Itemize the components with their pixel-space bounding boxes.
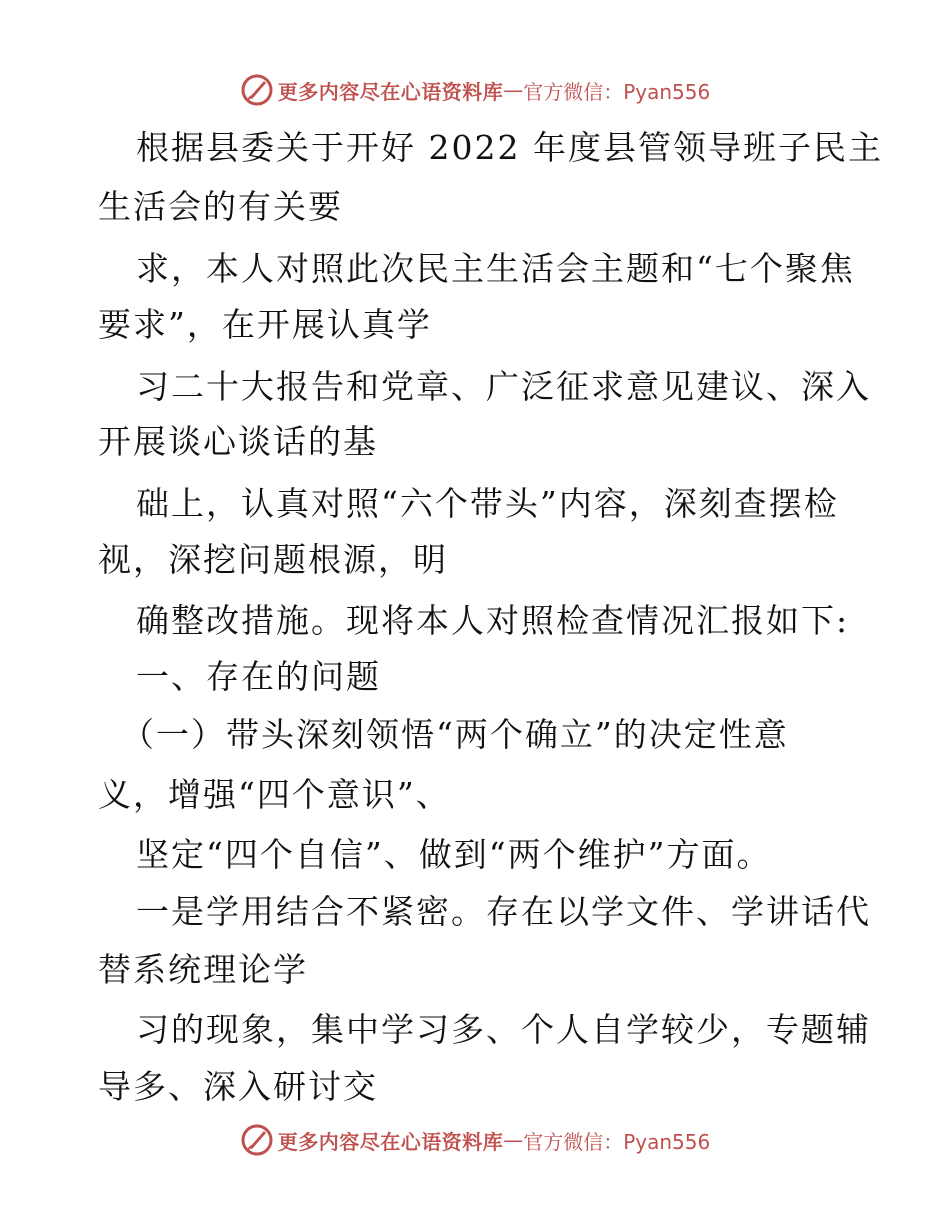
watermark-text: 更多内容尽在心语资料库 [277, 79, 504, 104]
header-watermark [0, 70, 950, 110]
text-line: 习的现象，集中学习多、个人自学较少，专题辅 [136, 1010, 871, 1049]
section-heading: 一、存在的问题 [136, 657, 381, 696]
watermark-wechat: 官方微信：Pyan556 [523, 1129, 711, 1154]
feather-pen-icon [240, 1123, 274, 1157]
text-line: 要求”，在开展认真学 [98, 305, 432, 344]
text-line: 义，增强“四个意识”、 [98, 775, 451, 814]
watermark-separator: — [503, 1128, 524, 1152]
text-line: 一是学用结合不紧密。存在以学文件、学讲话代 [136, 892, 871, 931]
text-line: 坚定“四个自信”、做到“两个维护”方面。 [136, 835, 772, 874]
text-line: 导多、深入研讨交 [98, 1067, 378, 1106]
footer-watermark [0, 1120, 950, 1160]
text-line: 根据县委关于开好 2022 年度县管领导班子民主 [136, 128, 883, 167]
text-line: 视，深挖问题根源，明 [98, 540, 448, 579]
text-line: 确整改措施。现将本人对照检查情况汇报如下: [136, 601, 850, 640]
watermark-wechat: 官方微信：Pyan556 [523, 79, 711, 104]
text-line: 生活会的有关要 [98, 187, 343, 226]
text-line: 础上，认真对照“六个带头”内容，深刻查摆检 [136, 484, 839, 523]
watermark-separator: — [503, 78, 524, 102]
text-line: 习二十大报告和党章、广泛征求意见建议、深入 [136, 367, 871, 406]
text-line: 开展谈心谈话的基 [98, 422, 378, 461]
subsection-heading: （一）带头深刻领悟“两个确立”的决定性意 [121, 715, 789, 754]
watermark-text: 更多内容尽在心语资料库 [277, 1129, 504, 1154]
text-line: 替系统理论学 [98, 950, 308, 989]
text-line: 求，本人对照此次民主生活会主题和“七个聚焦 [136, 249, 855, 288]
feather-pen-icon [240, 73, 274, 107]
